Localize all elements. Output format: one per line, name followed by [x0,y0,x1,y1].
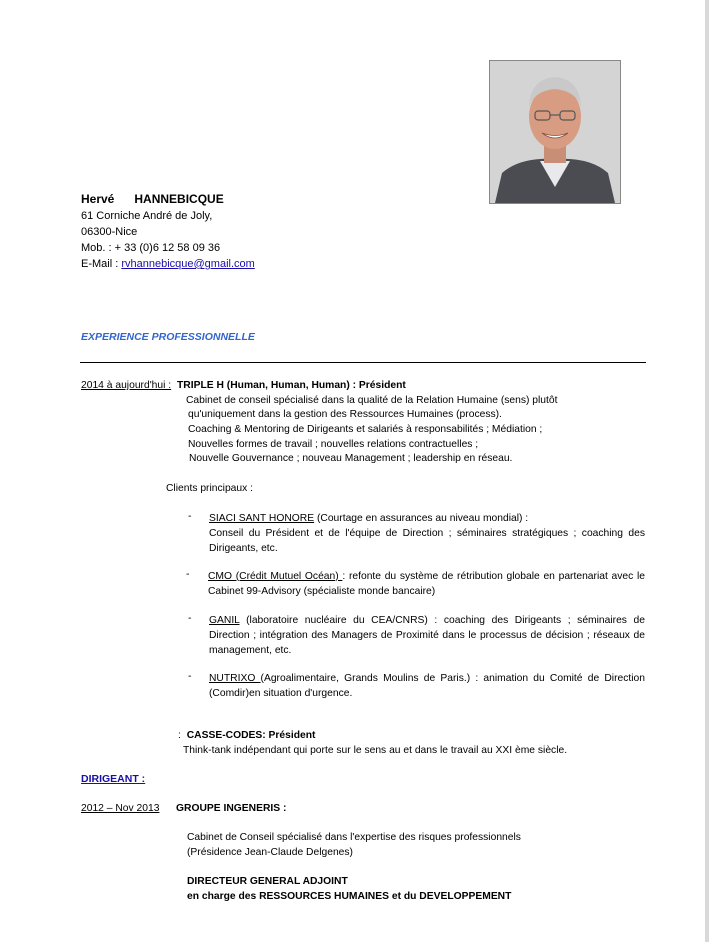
portrait-image [490,61,620,203]
dirigeant-job-period: 2012 – Nov 2013 [81,803,160,814]
page-edge [705,0,709,942]
section-title-dirigeant: DIRIGEANT : [81,773,146,785]
profile-photo [489,60,621,204]
dirigeant-job-title: GROUPE INGENERIS : [176,803,287,814]
dirigeant-desc-1: Cabinet de Conseil spécialisé dans l'expertise des risques professionnels [187,832,521,843]
email-line [81,256,255,272]
job1-desc-3: Coaching & Mentoring de Dirigeants et salariés à responsabilités ; Médiation ; [188,424,543,435]
job1-desc-4: Nouvelles formes de travail ; nouvelles relations contractuelles ; [188,439,479,450]
address-line-1: 61 Corniche André de Joly, [81,210,213,222]
bullet-dash: - [188,612,192,624]
client-4-name: NUTRIXO [209,673,261,684]
bullet-dash: - [188,510,192,522]
dirigeant-role-1: DIRECTEUR GENERAL ADJOINT [187,876,348,887]
job1-period: 2014 à aujourd'hui : [81,380,172,391]
client-3-text: (laboratoire nucléaire du CEA/CNRS) : coaching des Dirigeants ; séminaires de Direction ; intégration des Managers de Proximité dans le processus de décision ; réseaux de management, etc. [209,615,645,656]
email-label: E-Mail : [81,258,122,270]
job2-desc: Think-tank indépendant qui porte sur le sens au et dans le travail au XXI ème siècle. [183,745,568,756]
client-4-text: (Agroalimentaire, Grands Moulins de Paris.) : animation du Comité de Direction (Comdir)en situation d'urgence. [209,673,645,699]
client-1-text: (Courtage en assurances au niveau mondial) : [314,513,529,524]
address-line-2: 06300-Nice [81,226,138,238]
client-4-line [209,671,645,701]
job2-title: CASSE-CODES: Président [186,730,316,741]
client-2-line [208,569,645,599]
bullet-dash: - [188,670,192,682]
clients-label: Clients principaux : [166,483,253,494]
email-link[interactable]: rvhannebicque@gmail.com [121,258,255,270]
client-1-more: Conseil du Président et de l'équipe de Direction ; séminaires stratégiques ; coaching des Dirigeants, etc. [209,528,645,554]
dirigeant-role-2: en charge des RESSOURCES HUMAINES et du DEVELOPPEMENT [187,891,512,902]
job1-desc-2: qu'uniquement dans la gestion des Ressources Humaines (process). [188,409,502,420]
phone: Mob. : + 33 (0)6 12 58 09 36 [81,242,221,254]
job2-prefix: : [178,730,181,741]
job1-header [81,378,406,393]
job1-desc-5: Nouvelle Gouvernance ; nouveau Management ; leadership en réseau. [189,453,513,464]
client-1-line [209,511,528,526]
job2-header [178,728,316,743]
job1-title: TRIPLE H (Human, Human, Human) : Président [177,380,406,391]
client-2-text: : refonte du système de rétribution globale en partenariat avec le Cabinet 99-Advisory (spécialiste monde bancaire) [208,571,645,597]
dirigeant-desc-2: (Présidence Jean-Claude Delgenes) [187,847,353,858]
person-name: Hervé HANNEBICQUE [81,192,224,206]
client-3-line [209,613,645,658]
section-divider [80,362,646,363]
client-3-name: GANIL [209,615,240,626]
section-title-experience: EXPERIENCE PROFESSIONNELLE [81,331,255,343]
bullet-dash: - [186,568,190,580]
job1-desc-1: Cabinet de conseil spécialisé dans la qualité de la Relation Humaine (sens) plutôt [186,395,558,406]
client-1-name: SIACI SANT HONORE [209,513,315,524]
client-2-name: CMO (Crédit Mutuel Océan) [208,571,343,582]
